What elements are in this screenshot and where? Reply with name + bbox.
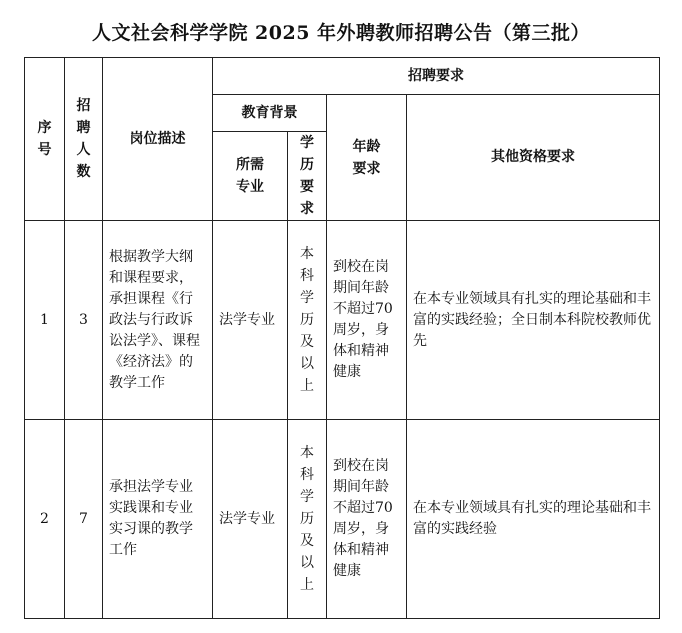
header-other: 其他资格要求 — [407, 95, 660, 221]
cell-desc: 承担法学专业实践课和专业实习课的教学工作 — [103, 420, 213, 619]
recruitment-table — [24, 57, 660, 619]
cell-other: 在本专业领域具有扎实的理论基础和丰富的实践经验 — [407, 420, 660, 619]
header-seq: 序号 — [25, 58, 65, 221]
cell-desc: 根据教学大纲和课程要求，承担课程《行政法与行政诉讼法学》、课程《经济法》的教学工作 — [103, 221, 213, 420]
cell-age: 到校在岗期间年龄不超过70周岁，身体和精神健康 — [327, 221, 407, 420]
cell-major: 法学专业 — [213, 221, 288, 420]
header-desc: 岗位描述 — [103, 58, 213, 221]
cell-degree: 本科学历及以上 — [288, 221, 327, 420]
page-title: 人文社会科学学院 2025 年外聘教师招聘公告（第三批） — [91, 22, 591, 44]
header-count: 招聘人数 — [65, 58, 103, 221]
cell-count: 7 — [65, 420, 103, 619]
cell-age: 到校在岗期间年龄不超过70周岁，身体和精神健康 — [327, 420, 407, 619]
table-row — [25, 420, 660, 619]
cell-seq: 1 — [25, 221, 65, 420]
cell-other: 在本专业领域具有扎实的理论基础和丰富的实践经验；全日制本科院校教师优先 — [407, 221, 660, 420]
header-requirements: 招聘要求 — [213, 58, 660, 95]
header-age: 年龄要求 — [327, 95, 407, 221]
table-row — [25, 221, 660, 420]
header-degree: 学历要求 — [288, 132, 327, 221]
cell-count: 3 — [65, 221, 103, 420]
header-education: 教育背景 — [213, 95, 327, 132]
header-major: 所需专业 — [213, 132, 288, 221]
cell-seq: 2 — [25, 420, 65, 619]
cell-degree: 本科学历及以上 — [288, 420, 327, 619]
cell-major: 法学专业 — [213, 420, 288, 619]
